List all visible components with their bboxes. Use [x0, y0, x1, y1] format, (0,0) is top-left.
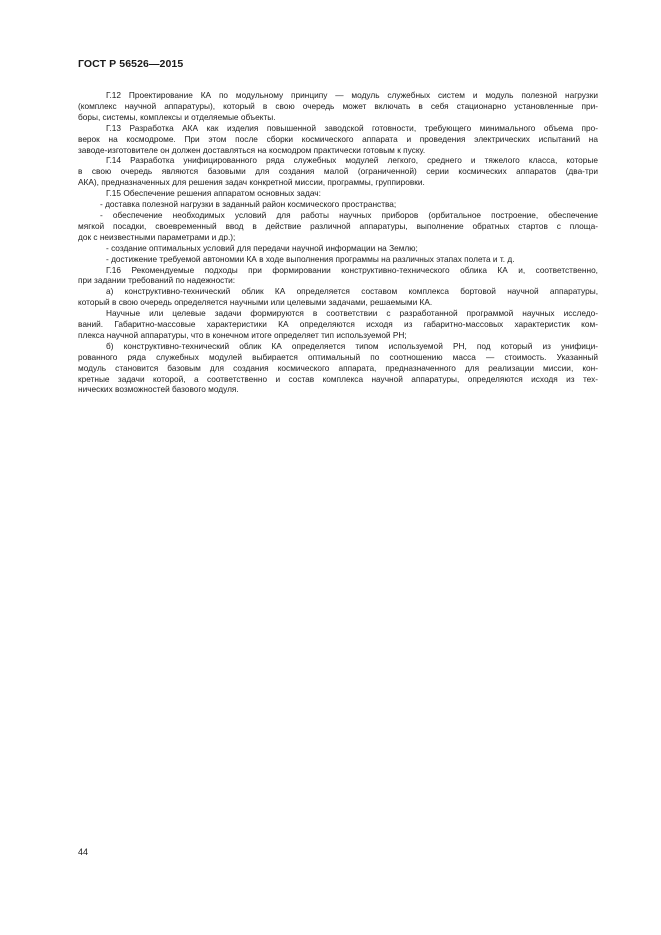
text-line: а) конструктивно-технический облик КА определяется составом комплекса бортовой научной аппаратуры, [106, 286, 598, 297]
text-line: рованного ряда служебных модулей выбирается оптимальный по соотношению масса — стоимость. Указанный [78, 351, 598, 362]
text-line: Научные или целевые задачи формируются в соответствии с разработанной программой научных исследо- [106, 308, 598, 319]
document-body [78, 90, 598, 395]
text-line: который в свою очередь определяется научными или целевыми задачами, решаемыми КА. [78, 297, 433, 308]
text-line: ваний. Габаритно-массовые характеристики КА определяются исходя из габаритно-массовых характеристик ком- [78, 319, 598, 330]
text-line: Г.15 Обеспечение решения аппаратом основных задач: [106, 188, 321, 199]
text-line: кретные задачи которой, а соответственно и состав комплекса научной аппаратуры, определяются исходя из тех- [78, 373, 598, 384]
page-number: 44 [78, 847, 89, 857]
list-item: - достижение требуемой автономии КА в ходе выполнения программы на различных этапах полета и т. д. [106, 253, 515, 264]
text-line: модуль становится базовым для создания космического аппарата, предназначенного для реализации миссии, кон- [78, 362, 598, 373]
text-line: боры, системы, комплексы и отделяемые объекты. [78, 111, 276, 122]
text-line: нических возможностей базового модуля. [78, 384, 239, 395]
text-line: б) конструктивно-технический облик КА определяется типом используемой РН, под который из унифици- [106, 340, 598, 351]
text-line: плекса научной аппаратуры, что в конечном итоге определяет тип используемой РН; [78, 329, 407, 340]
text-line: Г.16 Рекомендуемые подходы при формировании конструктивно-технического облика КА и, соответственно, [106, 264, 598, 275]
text-line: Г.14 Разработка унифицированного ряда служебных модулей легкого, среднего и тяжелого класса, которые [106, 155, 598, 166]
text-line: заводе-изготовителе он должен доставляться на космодром практически готовым к пуску. [78, 144, 426, 155]
list-item: - доставка полезной нагрузки в заданный район космического пространства; [100, 199, 397, 210]
text-line: Г.13 Разработка АКА как изделия повышенной заводской готовности, требующего минимального объема про- [106, 122, 598, 133]
text-line: при задании требований по надежности: [78, 275, 236, 286]
text-line: верок на космодроме. При этом после сборки космического аппарата и проведения электрических испытаний на [78, 133, 598, 144]
list-item: - создание оптимальных условий для передачи научной информации на Землю; [106, 242, 418, 253]
text-line: в свою очередь являются базовыми для создания малой (ограниченной) серии космических аппаратов (два-три [78, 166, 598, 177]
text-line: АКА), предназначенных для решения задач конкретной миссии, программы, группировки. [78, 177, 425, 188]
list-item: - обеспечение необходимых условий для работы научных приборов (орбитальное построение, обеспечение [100, 209, 598, 220]
text-line: Г.12 Проектирование КА по модульному принципу — модуль служебных систем и модуль полезной нагрузки [106, 90, 598, 100]
text-line: (комплекс научной аппаратуры), который в свою очередь может включать в себя стационарно установленные при- [78, 100, 598, 111]
text-line: мягкой посадки, своевременный ввод в действие различной аппаратуры, выполнение обратных стартов с площа- [78, 220, 598, 231]
text-line: док с неизвестными параметрами и др.); [78, 231, 236, 242]
document-header-id: ГОСТ Р 56526—2015 [78, 58, 184, 70]
